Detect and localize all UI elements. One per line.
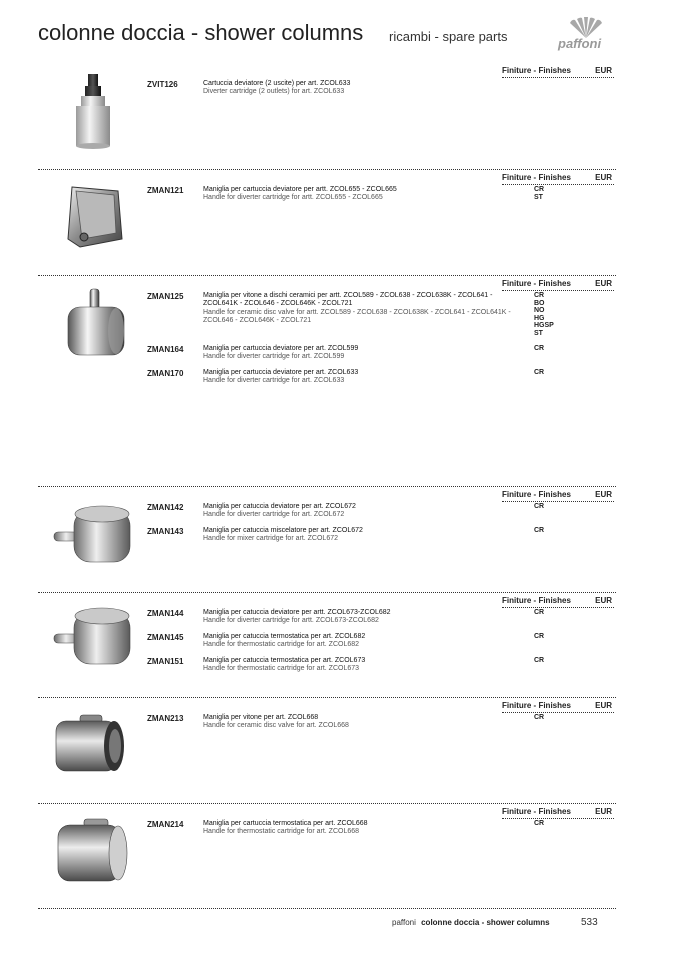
finish-codes: CR BO NO HG HGSP ST: [534, 292, 554, 337]
product-description: Maniglia per catuccia termostatica per art. ZCOL673 Handle for thermostatic cartridge for art. ZCOL673: [203, 657, 366, 673]
section-divider: [38, 803, 616, 804]
finish-codes: CR: [534, 527, 545, 534]
section-divider: [38, 592, 616, 593]
product-code: ZVIT126: [147, 80, 178, 89]
product-description: Maniglia per catuccia deviatore per art. ZCOL672 Handle for diverter cartridge for art. ZCOL672: [203, 503, 356, 519]
finish-codes: CR: [534, 633, 545, 640]
product-description: Maniglia per cartuccia deviatore per art. ZCOL599 Handle for diverter cartridge for art. ZCOL599: [203, 345, 359, 361]
finish-codes: CR: [534, 609, 545, 616]
page-number: 533: [581, 917, 598, 928]
product-image: [52, 287, 136, 367]
finish-codes: CR ST: [534, 186, 545, 201]
product-code: ZMAN214: [147, 820, 184, 829]
finish-codes: CR: [534, 657, 545, 664]
section-divider: [38, 275, 616, 276]
product-code: ZMAN121: [147, 186, 184, 195]
product-code: ZMAN145: [147, 633, 184, 642]
product-description: Maniglia per vitone a dischi ceramici per artt. ZCOL589 - ZCOL638 - ZCOL638K - ZCOL641 - ZCOL641K - ZCOL646 - ZCOL646K - ZCOL721 Handle for ceramic disc valve for artt. ZCOL589 - ZCOL638 - ZCOL638K - ZCOL641 - ZCOL641K - ZCOL646 - ZCOL646K - ZCOL721: [203, 292, 511, 325]
knob-handle-icon: [52, 604, 136, 684]
square-handle-icon: [52, 181, 136, 261]
horizontal-cylinder-handle-icon: [52, 709, 136, 789]
product-description: Maniglia per catuccia termostatica per art. ZCOL682 Handle for thermostatic cartridge for art. ZCOL682: [203, 633, 366, 649]
product-code: ZMAN164: [147, 345, 184, 354]
footer-section: colonne doccia - shower columns: [421, 918, 550, 927]
page-title: colonne doccia - shower columns: [38, 20, 364, 45]
finish-codes: CR: [534, 820, 545, 827]
product-code: ZMAN125: [147, 292, 184, 301]
section-divider: [38, 169, 616, 170]
page-subtitle: ricambi - spare parts: [389, 29, 508, 44]
finish-codes: CR: [534, 503, 545, 510]
finish-codes: CR: [534, 345, 545, 352]
footer-brand: paffoni: [392, 918, 416, 927]
product-image: [52, 604, 136, 684]
product-image: [52, 815, 136, 895]
cylinder-lever-handle-icon: [52, 287, 136, 367]
section-divider: [38, 697, 616, 698]
section-divider: [38, 486, 616, 487]
product-description: Cartuccia deviatore (2 uscite) per art. ZCOL633 Diverter cartridge (2 outlets) for art. ZCOL633: [203, 80, 351, 96]
product-code: ZMAN144: [147, 609, 184, 618]
product-image: [52, 72, 136, 152]
product-description: Maniglia per vitone per art. ZCOL668 Handle for ceramic disc valve for art. ZCOL668: [203, 714, 349, 730]
finish-codes: CR: [534, 714, 545, 721]
product-code: ZMAN142: [147, 503, 184, 512]
product-image: [52, 498, 136, 578]
product-description: Maniglia per catuccia deviatore per artt. ZCOL673-ZCOL682 Handle for diverter cartridge for artt. ZCOL673-ZCOL682: [203, 609, 391, 625]
brand-logo: [556, 17, 616, 57]
product-code: ZMAN151: [147, 657, 184, 666]
product-description: Maniglia per cartuccia deviatore per artt. ZCOL655 - ZCOL665 Handle for diverter cartridge for artt. ZCOL655 - ZCOL665: [203, 186, 397, 202]
product-code: ZMAN170: [147, 369, 184, 378]
product-image: [52, 181, 136, 261]
product-description: Maniglia per cartuccia deviatore per art. ZCOL633 Handle for diverter cartridge for art. ZCOL633: [203, 369, 359, 385]
diverter-cartridge-icon: [52, 72, 136, 152]
logo-text: paffoni: [558, 36, 602, 51]
product-image: [52, 709, 136, 789]
knob-handle-icon: [52, 498, 136, 578]
footer: [392, 918, 550, 927]
finish-codes: CR: [534, 369, 545, 376]
product-description: Maniglia per cartuccia termostatica per art. ZCOL668 Handle for thermostatic cartridge for art. ZCOL668: [203, 820, 368, 836]
product-code: ZMAN213: [147, 714, 184, 723]
product-code: ZMAN143: [147, 527, 184, 536]
horizontal-cylinder-cap-icon: [52, 815, 136, 895]
product-description: Maniglia per catuccia miscelatore per art. ZCOL672 Handle for mixer cartridge for art. ZCOL672: [203, 527, 363, 543]
